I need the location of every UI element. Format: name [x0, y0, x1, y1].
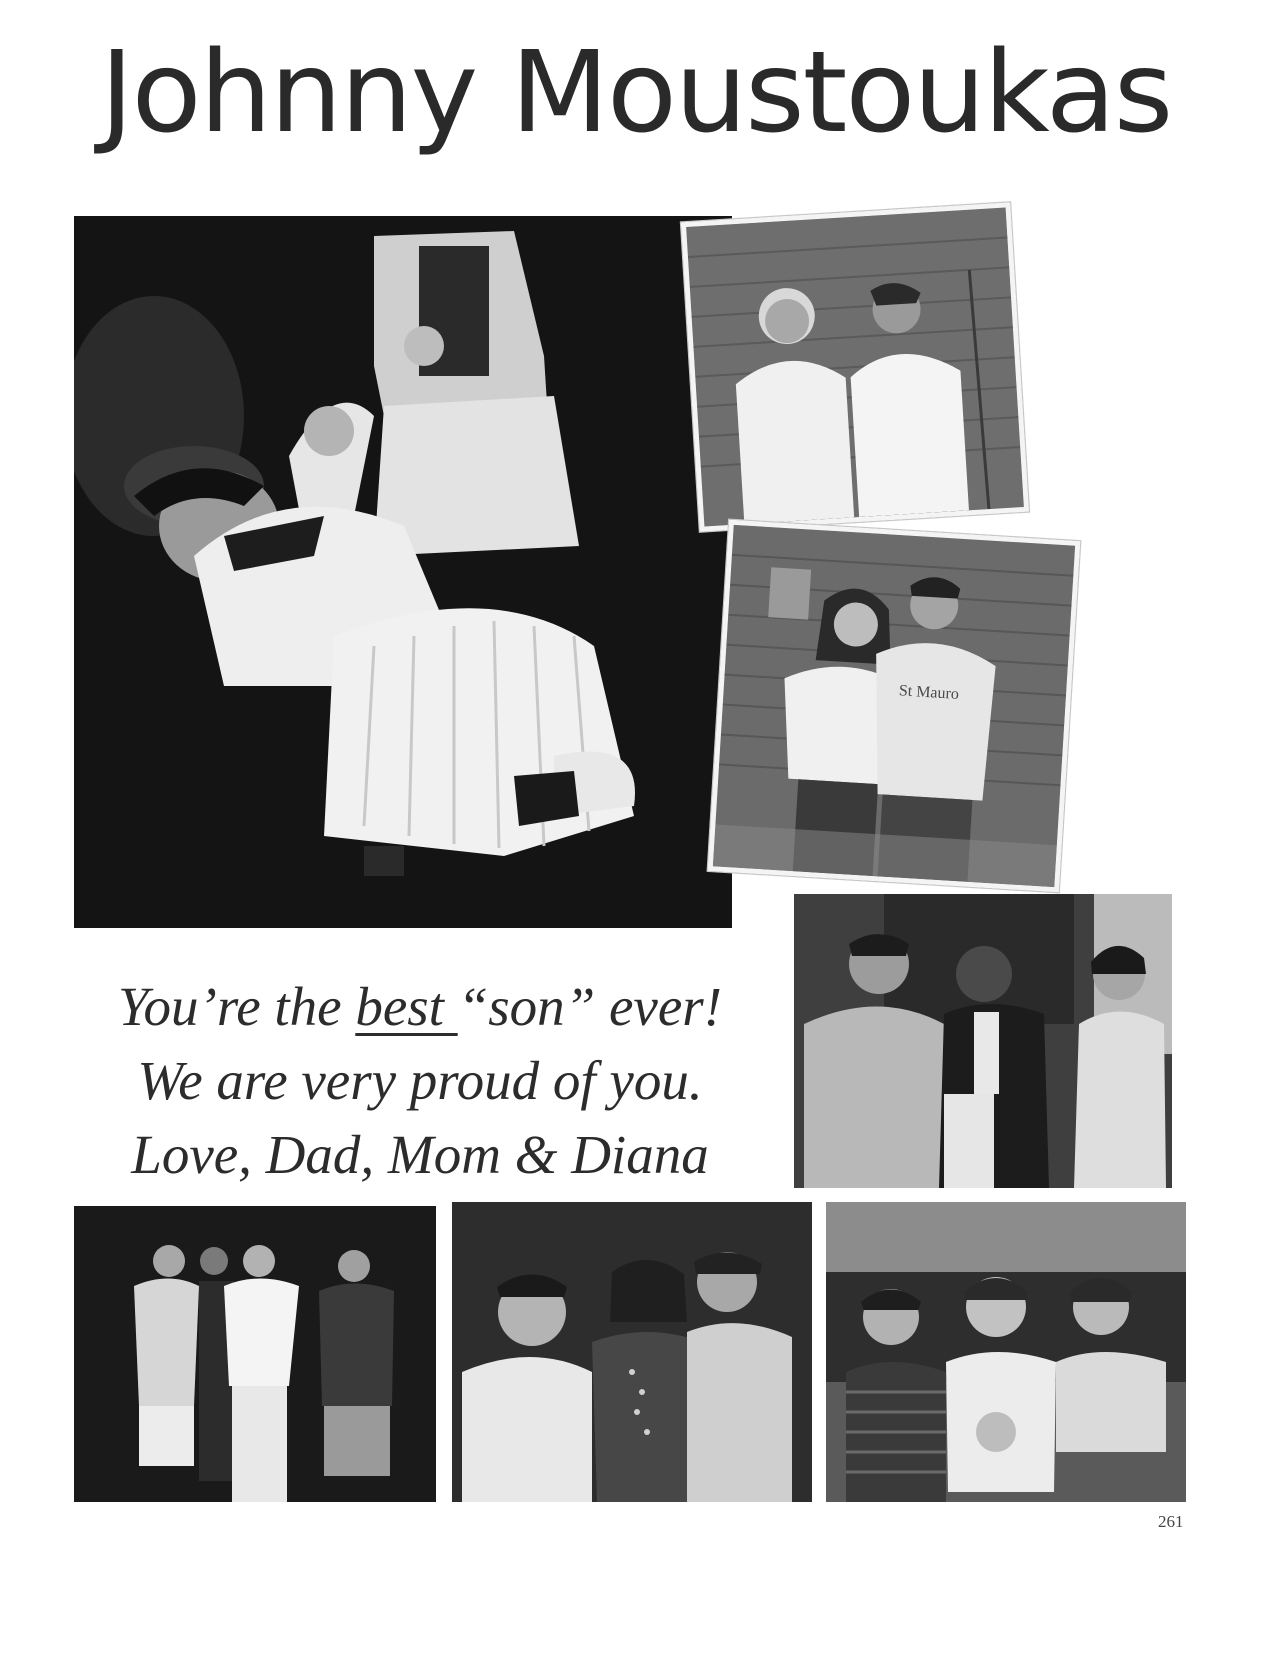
page-title: Johnny Moustoukas: [100, 28, 1172, 158]
photo-with-sister: [708, 520, 1081, 893]
photo-childhood-image: [826, 1202, 1186, 1502]
dedication-line-1-end: “son” ever!: [457, 976, 722, 1037]
photo-formal-event-image: [794, 894, 1172, 1188]
dedication-message: [80, 970, 760, 1192]
photo-friends-group: [74, 1206, 436, 1502]
dedication-signature: Love, Dad, Mom & Diana: [131, 1124, 709, 1185]
photo-greek-dance: [74, 216, 732, 928]
photo-with-sister-image: [713, 525, 1075, 887]
photo-greek-dance-image: [74, 216, 732, 928]
page-number: 261: [1158, 1512, 1184, 1531]
photo-with-father: [681, 202, 1029, 532]
dedication-line-1: [80, 970, 760, 1044]
shirt-print: St Mauro: [898, 682, 960, 703]
photo-with-father-image: [686, 208, 1024, 527]
photo-friends-group-image: [74, 1206, 436, 1502]
photo-formal-event: [794, 894, 1172, 1188]
photo-childhood: [826, 1202, 1186, 1502]
dedication-line-1-start: You’re the: [118, 976, 356, 1037]
dedication-best-underlined: best: [355, 976, 458, 1037]
photo-mardi-gras-image: [452, 1202, 812, 1502]
photo-mardi-gras: [452, 1202, 812, 1502]
dedication-line-2: We are very proud of you.: [137, 1050, 703, 1111]
